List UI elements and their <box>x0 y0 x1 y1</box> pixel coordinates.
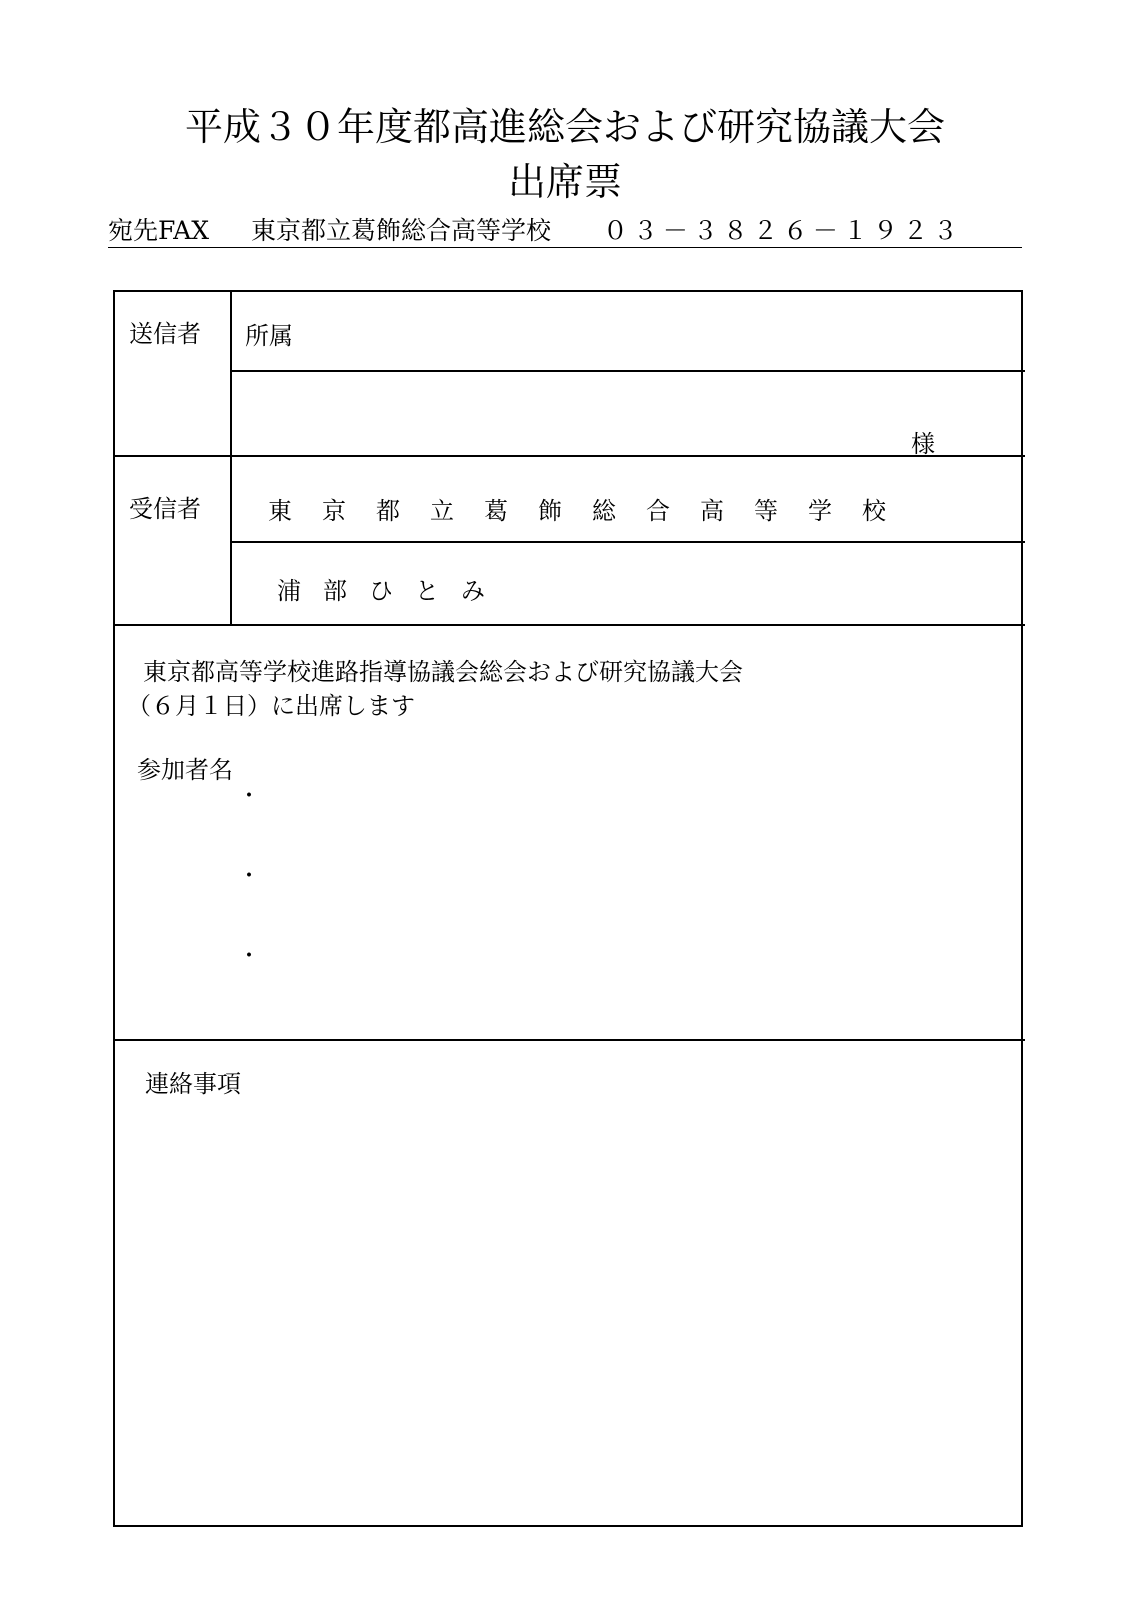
sender-affiliation-rule <box>230 370 1025 372</box>
recipient-section-rule <box>115 624 1025 626</box>
honorific-sama: 様 <box>911 430 935 458</box>
attendance-form <box>113 290 1023 1527</box>
fax-school-name: 東京都立葛飾総合高等学校 <box>250 216 551 245</box>
recipient-label: 受信者 <box>129 495 201 523</box>
recipient-person: 浦部ひとみ <box>277 577 507 605</box>
sender-section-rule <box>115 455 1025 457</box>
label-column-divider <box>230 292 232 624</box>
fax-number: ０３－３８２６－１９２３ <box>602 216 963 245</box>
fax-label: 宛先FAX <box>108 216 210 245</box>
sender-label: 送信者 <box>129 320 201 348</box>
fax-destination-line <box>108 218 1022 248</box>
attendance-section-rule <box>115 1039 1025 1041</box>
document-subtitle: 出席票 <box>507 160 622 204</box>
participants-label: 参加者名 <box>137 756 233 784</box>
participant-bullet: ・ <box>238 944 261 969</box>
recipient-school-rule <box>230 541 1025 543</box>
participant-bullet: ・ <box>238 784 261 809</box>
recipient-school: 東京都立葛飾総合高等学校 <box>268 497 916 525</box>
affiliation-label: 所属 <box>245 322 293 350</box>
attendance-statement-line1: 東京都高等学校進路指導協議会総会および研究協議大会 <box>143 658 743 686</box>
participant-bullet: ・ <box>238 864 261 889</box>
notes-label: 連絡事項 <box>145 1070 241 1098</box>
document-title: 平成３０年度都高進総会および研究協議大会 <box>184 105 945 149</box>
attendance-statement-line2: （６月１日）に出席します <box>127 692 415 720</box>
